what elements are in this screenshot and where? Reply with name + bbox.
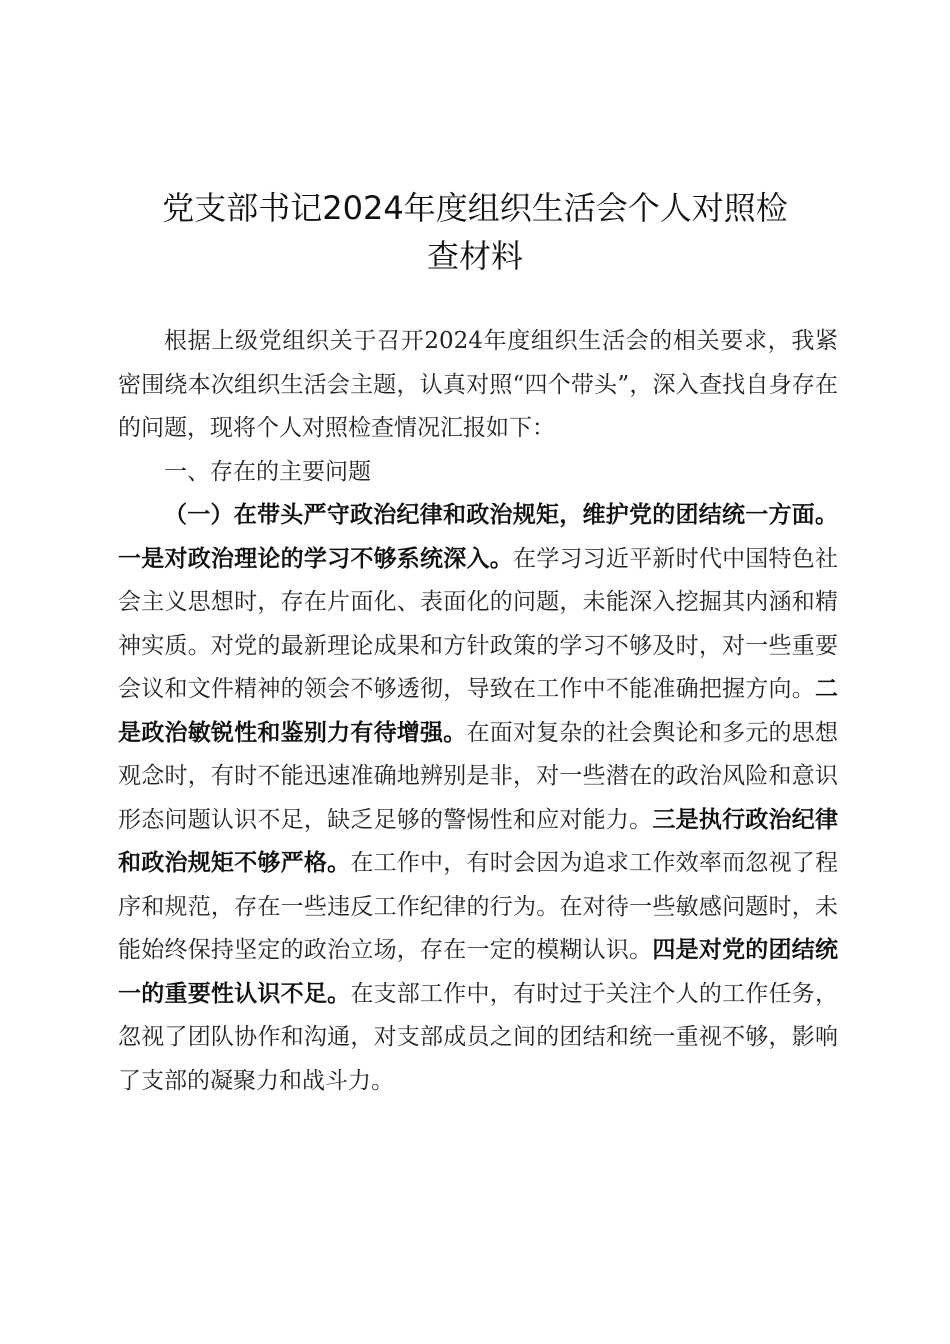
point-2-title: 二是政治敏锐性和鉴别力有待增强。: [118, 676, 838, 746]
point-1-text: 在学习习近平新时代中国特色社会主义思想时，存在片面化、表面化的问题，未能深入挖掘其内涵和精神实质。对党的最新理论成果和方针政策的学习不够及时，对一些重要会议和文件精神的领会不够透彻，导致在工作中不能准确把握方向。: [118, 545, 839, 702]
point-3-title: 三是执行政治纪律和政治规矩不够严格。: [118, 806, 839, 876]
intro-paragraph: 根据上级党组织关于召开2024年度组织生活会的相关要求，我紧密围绕本次组织生活会主题，认真对照“四个带头”，深入查找自身存在的问题，现将个人对照检查情况汇报如下：: [118, 328, 838, 441]
subsection-paragraph-1: [118, 494, 838, 1103]
point-2-text: 在面对复杂的社会舆论和多元的思想观念时，有时不能迅速准确地辨别是非，对一些潜在的政治风险和意识形态问题认识不足，缺乏足够的警惕性和应对能力。: [118, 719, 839, 833]
point-4-text: 在支部工作中，有时过于关注个人的工作任务，忽视了团队协作和沟通，对支部成员之间的团结和统一重视不够，影响了支部的凝聚力和战斗力。: [118, 980, 839, 1094]
point-4-title: 四是对党的团结统一的重要性认识不足。: [118, 937, 839, 1007]
subsection-heading: （一）在带头严守政治纪律和政治规矩，维护党的团结统一方面。: [164, 502, 838, 528]
section-heading-problems: 一、存在的主要问题: [164, 458, 371, 485]
document-body: [118, 320, 838, 1103]
title-line-1: 党支部书记2024年度组织生活会个人对照检: [162, 189, 788, 227]
point-1-title: 一是对政治理论的学习不够系统深入。: [118, 545, 513, 572]
point-3-text: 在工作中，有时会因为追求工作效率而忽视了程序和规范，存在一些违反工作纪律的行为。在对待一些敏感问题时，未能始终保持坚定的政治立场，存在一定的模糊认识。: [118, 850, 839, 963]
document-title: [100, 184, 850, 280]
title-line-2: 查材料: [426, 237, 523, 275]
